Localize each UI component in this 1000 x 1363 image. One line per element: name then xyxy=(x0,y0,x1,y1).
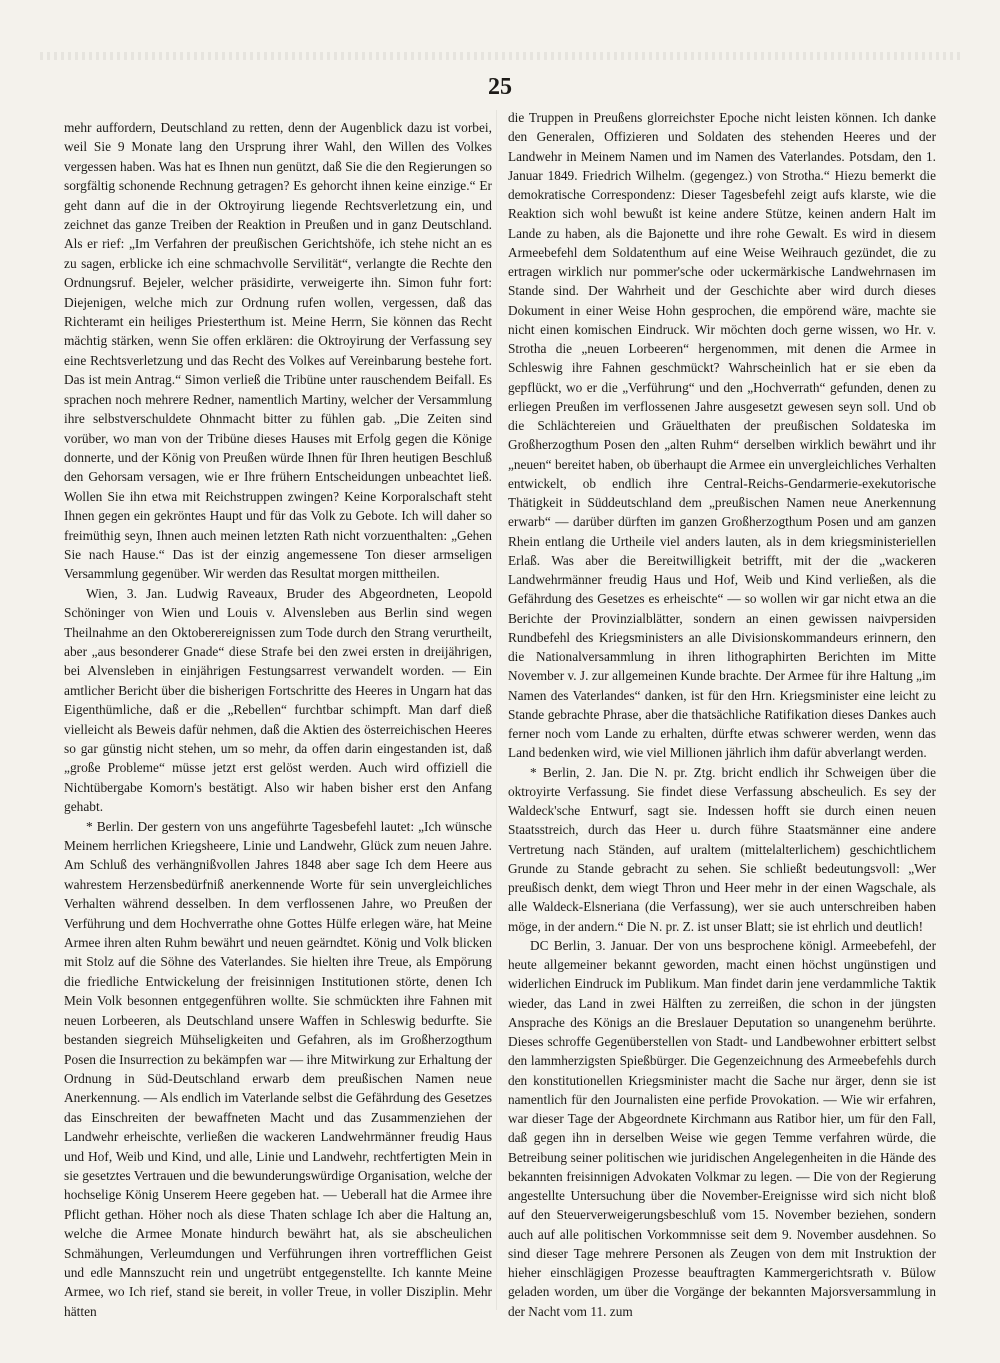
page-top-bleed xyxy=(40,52,960,60)
article-paragraph: * Berlin, 2. Jan. Die N. pr. Ztg. bricht endlich ihr Schweigen über die oktroyirte Verfassung. Sie findet diese Verfassung abscheulich. Es sey der Waldeck'sche Entwurf, sagt sie. Indessen hofft sie durch einen neuen Staatsstreich, durch das Heer u. durch führe Staatsmänner eine andere Vertretung nach Ständen, auf uraltem (mittelalterlichem) geschichtlichem Grunde zu Stande gebracht zu sehen. Sie schließt bedeutungsvoll: „Wer preußisch denkt, dem wiegt Thron und Heer mehr in der einen Wagschale, als alle Waldeck-Elsneriana (die Verfassung), wer sie auch unterschreiben haben möge, in der andern.“ Die N. pr. Z. ist unser Blatt; sie ist ehrlich und deutlich! xyxy=(508,764,936,934)
article-paragraph: * Berlin. Der gestern von uns angeführte Tagesbefehl lautet: „Ich wünsche Meinem herrlichen Kriegsheere, Linie und Landwehr, Glück zum neuen Jahre. Am Schluß des verhängnißvollen Jahres 1848 aber sage Ich dem Heere aus wahrestem Herzensbedürfniß anerkennende Worte für sein unvergleichliches Verhalten während desselben. In dem verflossenen Jahre, wo Preußen der Verführung und dem Hochverrathe ohne Gottes Hülfe erlegen wäre, hat Meine Armee ihren alten Ruhm bewährt und neuen geärndtet. König und Volk blicken mit Stolz auf die Söhne des Vaterlandes. Sie hielten ihre Treue, als Empörung die friedliche Entwickelung der freisinnigen Institutionen störte, denen Ich Mein Volk besonnen entgegenführen wollte. Sie schmückten ihre Fahnen mit neuen Lorbeeren, als Deutschland unsere Waffen in Schleswig bedurfte. Sie bestanden siegreich Mühseligkeiten und Gefahren, als im Großherzogthum Posen die Insurrection zu bekämpfen war — ihre Mitwirkung zur Erhaltung der Ordnung in Süd-Deutschland erwarb dem preußischen Namen neue Anerkennung. — Als endlich im Vaterlande selbst die Gefährdung des Gesetzes das Einschreiten der bewaffneten Macht und das Zusammenziehen der Landwehr erheischte, verließen die wackeren Landwehrmänner freudig Haus und Hof, Weib und Kind, und alle, Linie und Landwehr, rechtfertigten Mein in sie gesetztes Vertrauen und die bewunderungswürdige Organisation, welche der hochselige König Unserem Heere gegeben hat. — Ueberall hat die Armee ihre Pflicht gethan. Höher noch als diese Thaten schlage Ich aber die Haltung an, welche die Armee Monate hindurch bewährt hat, als sie abscheulichen Schmähungen, Verleumdungen und Verführungen ihren vortrefflichen Geist und edle Mannszucht rein und ungetrübt entgegenstellte. Ich kannte Meine Armee, wo Ich rief, stand sie bereit, in voller Treue, in voller Disziplin. Mehr hätten xyxy=(64,818,492,1319)
right-column xyxy=(508,108,936,1321)
column-gutter xyxy=(496,110,497,1310)
article-paragraph: DC Berlin, 3. Januar. Der von uns besprochene königl. Armeebefehl, der heute allgemeiner bekannt geworden, macht einen höchst ungünstigen und widerlichen Eindruck im Publikum. Man findet darin jene verdammliche Taktik wieder, das Land in zwei Hälften zu zerreißen, die schon in der jüngsten Ansprache des Königs an die Breslauer Deputation so unangenehm berührte. Dieses schroffe Gegenüberstellen von Stadt- und Landbewohner erbittert selbst den lammherzigsten Spießbürger. Die Gegenzeichnung des Armeebefehls durch den konstitutionellen Kriegsminister macht die Sache nur ärger, denn sie ist namentlich für den Journalisten eine perfide Provokation. — Wie wir erfahren, war dieser Tage der Abgeordnete Kirchmann aus Ratibor hier, um für den Fall, daß gegen ihn in derselben Weise wie gegen Temme verfahren würde, die Betreibung seiner politischen wie juridischen Angelegenheiten in die Hände des bekannten freisinnigen Advokaten Volkmar zu legen. — Die von der Regierung angestellte Untersuchung über die November-Ereignisse wird sich nicht bloß auf den Steuerverweigerungsbeschluß vom 15. November beziehen, sondern auch auf alle politischen Vorkommnisse seit dem 9. November ausdehnen. So sind dieser Tage mehrere Personen als Zeugen von dem mit Instruktion der hieher einschlägigen Prozesse beauftragten Kammergerichtsrath v. Bülow geladen worden, um über die Vorgänge der bekannten Majorsversammlung in der Nacht vom 11. zum xyxy=(508,937,936,1319)
article-paragraph: Wien, 3. Jan. Ludwig Raveaux, Bruder des Abgeordneten, Leopold Schöninger von Wien und Louis v. Alvensleben aus Berlin sind wegen Theilnahme an den Oktoberereignissen zum Tode durch den Strang verurtheilt, aber „aus besonderer Gnade“ diese Strafe bei den zwei ersten in dreijährigen, bei Alvensleben in einjährigen Festungsarrest verwandelt worden. — Ein amtlicher Bericht über die bisherigen Fortschritte des Heeres in Ungarn hat das Eigenthümliche, daß er die „Rebellen“ furchtbar schimpft. Man darf dieß vielleicht als Beweis dafür nehmen, daß die Aktien des österreichischen Heeres so gar günstig nicht stehen, um so mehr, da offen darin eingestanden ist, daß „große Probleme“ müsse jetzt erst gelöst werden. Auch wird offiziell die Nichtübergabe Komorn's bestätigt. Also wir haben bisher erst den Anfang gehabt. xyxy=(64,585,492,815)
article-paragraph: mehr auffordern, Deutschland zu retten, denn der Augenblick dazu ist vorbei, weil Sie 9 Monate lang den Ursprung ihrer Wahl, den Willen des Volkes vergessen haben. Was hat es Ihnen nun genützt, daß Sie die den Regierungen so sorgfältig schonende Rechnung getragen? Es gehorcht ihnen keine einzige.“ Er geht dann auf die in der Oktroyirung liegende Rechtsverletzung ein, und zeichnet das ganze Treiben der Reaktion in Preußen und in ganz Deutschland. Als er rief: „Im Verfahren der preußischen Gerichtshöfe, ich stehe nicht an es zu sagen, erblicke ich eine schmachvolle Servilität“, verlangte die Rechte den Ordnungsruf. Bejeler, welcher präsidirte, verweigerte ihn. Simon fuhr fort: Diejenigen, welche mich zur Ordnung rufen wollen, vergessen, daß das Richteramt ein heiliges Priesterthum ist. Meine Herrn, Sie können das Recht mächtig stärken, wenn Sie offen erklären: die Oktroyirung der Verfassung sey eine Rechtsverletzung und das Recht des Volkes auf Vereinbarung bestehe fort. Das ist mein Antrag.“ Simon verließ die Tribüne unter rauschendem Beifall. Es sprachen noch mehrere Redner, namentlich Martiny, welcher der Versammlung ihre selbstverschuldete Ohnmacht bitter zu fühlen gab. „Die Zeiten sind vorüber, wo man von der Tribüne dieses Hauses mit Erfolg gegen die Könige donnerte, und der König von Preußen würde Ihnen für Ihren heutigen Beschluß den Gehorsam versagen, wie er Ihre frühern Entscheidungen unbeachtet ließ. Wollen Sie ihn etwa mit Reichstruppen zwingen? Keine Korporalschaft steht Ihnen gegen ein gekröntes Haupt und für das Volk zu Gebote. Ich will daher so freimüthig seyn, Ihnen auch meinen letzten Rath nicht vorzuenthalten: „Gehen Sie nach Hause.“ Das ist der einzig angemessene Ton dieser armseligen Versammlung gegenüber. Wir werden das Resultat morgen mittheilen. xyxy=(64,120,492,582)
article-paragraph: die Truppen in Preußens glorreichster Epoche nicht leisten können. Ich danke den Generalen, Offizieren und Soldaten des stehenden Heeres und der Landwehr in Meinem Namen und im Namen des Vaterlandes. Potsdam, den 1. Januar 1849. Friedrich Wilhelm. (gegengez.) von Strotha.“ Hiezu bemerkt die demokratische Correspondenz: Dieser Tagesbefehl zeigt aufs klarste, wie die Reaktion sich wohl bewußt ist keine andere Stütze, keinen andern Halt im Lande zu haben, als die Bajonette und ihre rohe Gewalt. Es wird in diesem Armeebefehl dem Soldatenthum auf eine Weise Weihrauch gezündet, die zu ertragen wirklich nur pommer'sche oder uckermärkische Landwehrnasen im Stande sind. Der Wahrheit und der Geschichte aber wird durch dieses Dokument in einer Weise Hohn gesprochen, die empörend wäre, machte sie nicht einen komischen Eindruck. Wir möchten doch gerne wissen, wo Hr. v. Strotha die „neuen Lorbeeren“ hergenommen, mit denen die Armee in Schleswig ihre Fahnen geschmückt? Wahrscheinlich hat er sie eben da gepflückt, wo er die „Verführung“ und den „Hochverrath“ gefunden, denen zu erliegen Preußen im verflossenen Jahre ausgesetzt gewesen seyn soll. Und ob die Schlächtereien und Gräuelthaten der preußischen Soldateska im Großherzogthum Posen den „alten Ruhm“ derselben wirklich bewährt und ihr „neuen“ bereitet haben, ob überhaupt die Armee ein unvergleichliches Verhalten entwickelt, ob endlich ihre Central-Reichs-Gendarmerie-exekutorische Thätigkeit in Süddeutschland dem „preußischen Namen neue Anerkennung erwarb“ — darüber dürften im ganzen Großherzogthum Posen und am ganzen Rhein entlang die Urtheile viel anders lauten, als in dem kriegsministeriellen Erlaß. Was aber die Bereitwilligkeit betrifft, mit der die „wackeren Landwehrmänner freudig Haus und Hof, Weib und Kind verließen, als die Gefährdung des Gesetzes es erheischte“ — so wollen wir gar nicht etwa an die Berichte der Provinzialblätter, sondern an einen gewissen naivpersiden Rundbefehl des Kriegsministers an alle Divisionskommandeurs erinnern, den die Nationalversammlung in ihren lithographirten Berichten im Mitte November v. J. zur allgemeinen Kunde brachte. Der Armee für ihre Haltung „im Namen des Vaterlandes“ danken, ist für den Hrn. Kriegsminister eine leicht zu Stande gebrachte Phrase, aber die thatsächliche Ratifikation dieses Dankes auch ferner noch vom Lande zu erhalten, dürfte etwas schwerer werden, wenn das Land bedenken wird, wie viel Millionen jährlich ihm dafür abverlangt werden. xyxy=(508,110,936,761)
left-column xyxy=(64,118,492,1321)
page-number: 25 xyxy=(488,74,512,100)
